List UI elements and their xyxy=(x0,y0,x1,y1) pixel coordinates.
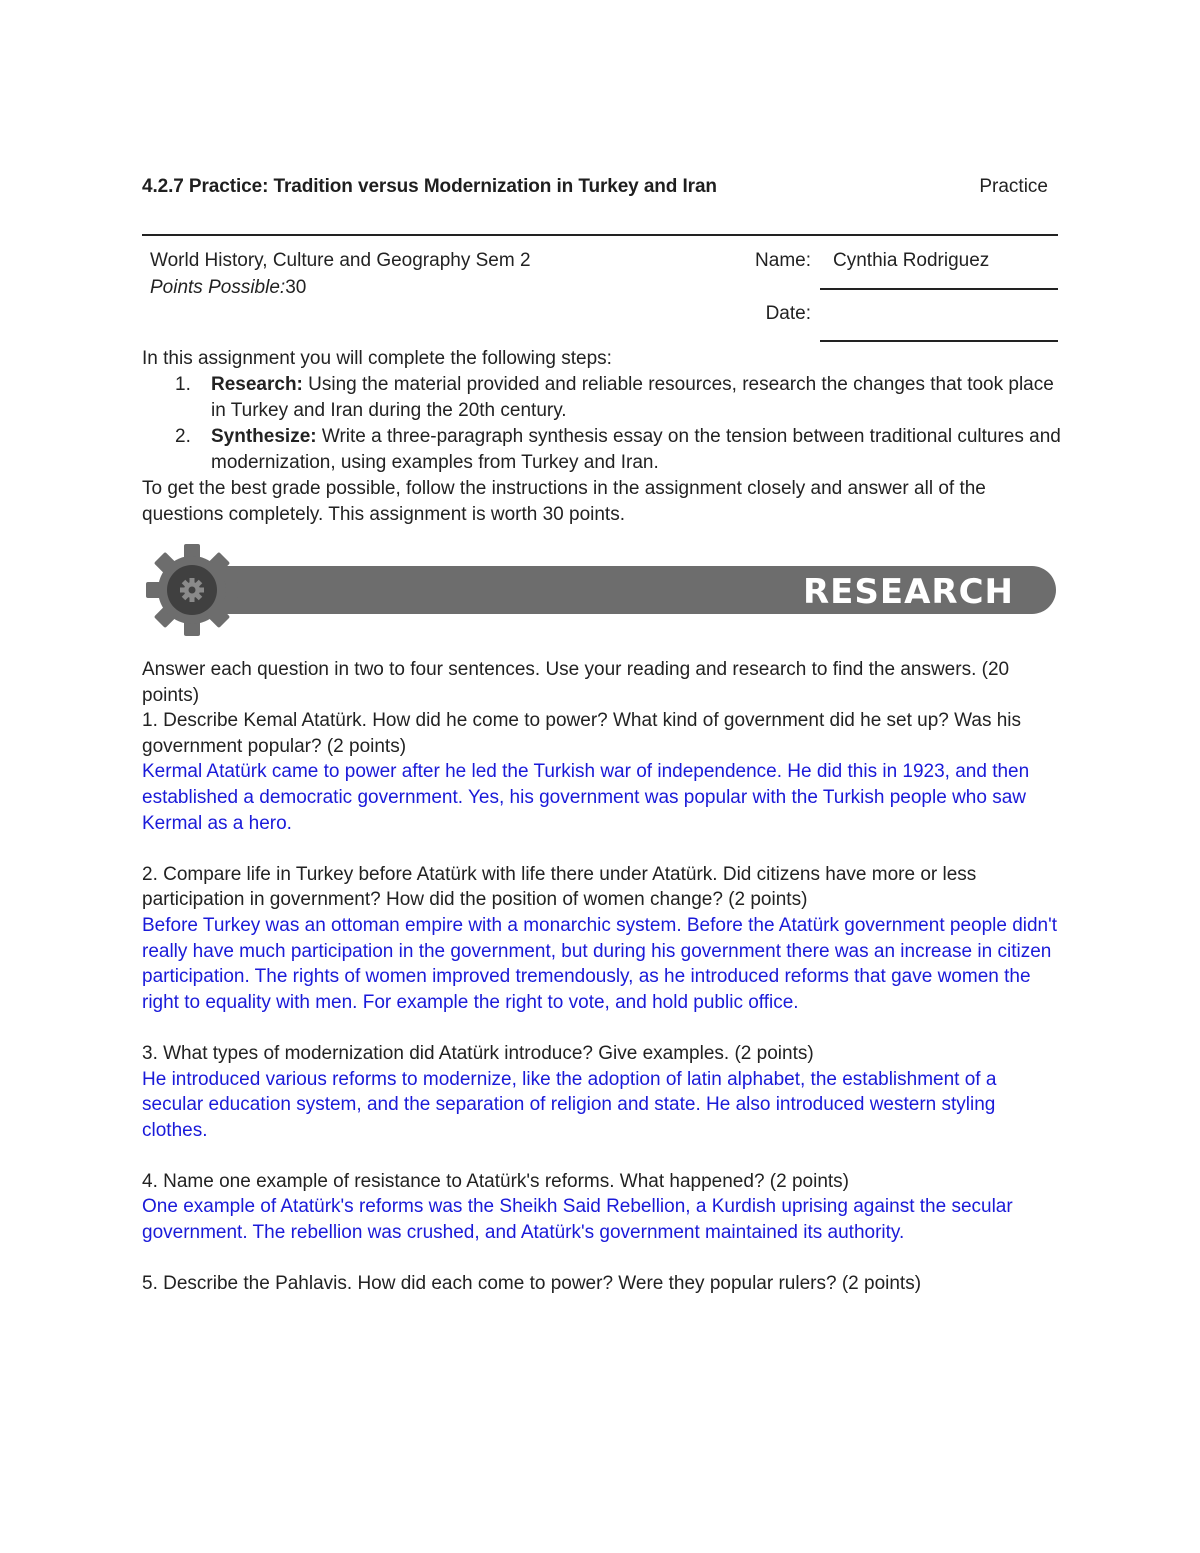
date-label: Date: xyxy=(765,303,811,324)
spacer xyxy=(142,1015,1062,1041)
name-underline xyxy=(820,288,1058,290)
research-questions xyxy=(142,657,1062,1297)
question-text: 5. Describe the Pahlavis. How did each come to power? Were they popular rulers? (2 points) xyxy=(142,1273,922,1295)
step-number: 1. xyxy=(175,374,191,395)
answer-text[interactable]: One example of Atatürk's reforms was the Sheikh Said Rebellion, a Kurdish uprising against the secular government. The rebellion was crushed, and Atatürk's government maintained its authority. xyxy=(142,1196,1013,1244)
answer-text[interactable]: Before Turkey was an ottoman empire with a monarchic system. Before the Atatürk government people didn't really have much participation in the government, but during his government there was an increase in citizen participation. The rights of women improved tremendously, as he introduced reforms that gave women the right to equality with men. For example the right to vote, and hold public office. xyxy=(142,914,1058,1013)
instructions-section xyxy=(142,346,1062,528)
question-text: 4. Name one example of resistance to Atatürk's reforms. What happened? (2 points) xyxy=(142,1170,849,1192)
document-title: 4.2.7 Practice: Tradition versus Modernization in Turkey and Iran xyxy=(142,176,717,197)
date-field[interactable] xyxy=(820,340,1058,342)
answer-text[interactable]: Kermal Atatürk came to power after he led the Turkish war of independence. He did this in 1923, and then established a democratic government. Yes, his government was popular with the Turkish people who saw Kermal as a hero. xyxy=(142,761,1030,834)
points-possible xyxy=(150,277,306,299)
title-row xyxy=(142,176,1048,206)
points-label: Points Possible: xyxy=(150,277,286,298)
document-type: Practice xyxy=(979,176,1048,197)
spacer xyxy=(142,1246,1062,1272)
question-text: 1. Describe Kemal Atatürk. How did he come to power? What kind of government did he set up? Was his government popular? (2 points) xyxy=(142,710,1022,757)
research-banner xyxy=(146,544,1058,636)
steps-list xyxy=(142,372,1062,476)
step-item xyxy=(142,372,1062,424)
header-divider xyxy=(142,234,1058,236)
spacer xyxy=(142,1143,1062,1169)
research-instructions: Answer each question in two to four sentences. Use your reading and research to find the answers. (20 points) xyxy=(142,659,1010,706)
question-text: 3. What types of modernization did Atatürk introduce? Give examples. (2 points) xyxy=(142,1042,814,1064)
name-label: Name: xyxy=(755,250,811,271)
name-field[interactable]: Cynthia Rodriguez xyxy=(833,250,990,271)
gear-icon xyxy=(146,544,238,636)
instructions-closing: To get the best grade possible, follow the instructions in the assignment closely and answer all of the questions completely. This assignment is worth 30 points. xyxy=(142,478,986,525)
banner-label: RESEARCH xyxy=(802,572,1014,612)
question-text: 2. Compare life in Turkey before Atatürk with life there under Atatürk. Did citizens have more or less participation in government? How did the position of women change? (2 points) xyxy=(142,863,977,911)
step-text: Using the material provided and reliable resources, research the changes that took place in Turkey and Iran during the 20th century. xyxy=(211,374,1054,421)
answer-text[interactable]: He introduced various reforms to modernize, like the adoption of latin alphabet, the establishment of a secular education system, and the separation of religion and state. He also introduced western styling clothes. xyxy=(142,1068,997,1141)
instructions-lead: In this assignment you will complete the following steps: xyxy=(142,348,612,369)
step-item xyxy=(142,424,1062,476)
spacer xyxy=(142,836,1062,862)
step-text: Write a three-paragraph synthesis essay on the tension between traditional cultures and modernization, using examples from Turkey and Iran. xyxy=(211,426,1061,473)
points-value: 30 xyxy=(285,277,307,298)
step-number: 2. xyxy=(175,426,191,447)
course-name: World History, Culture and Geography Sem 2 xyxy=(150,250,531,271)
step-title: Research: xyxy=(211,374,303,395)
step-title: Synthesize: xyxy=(211,426,317,447)
